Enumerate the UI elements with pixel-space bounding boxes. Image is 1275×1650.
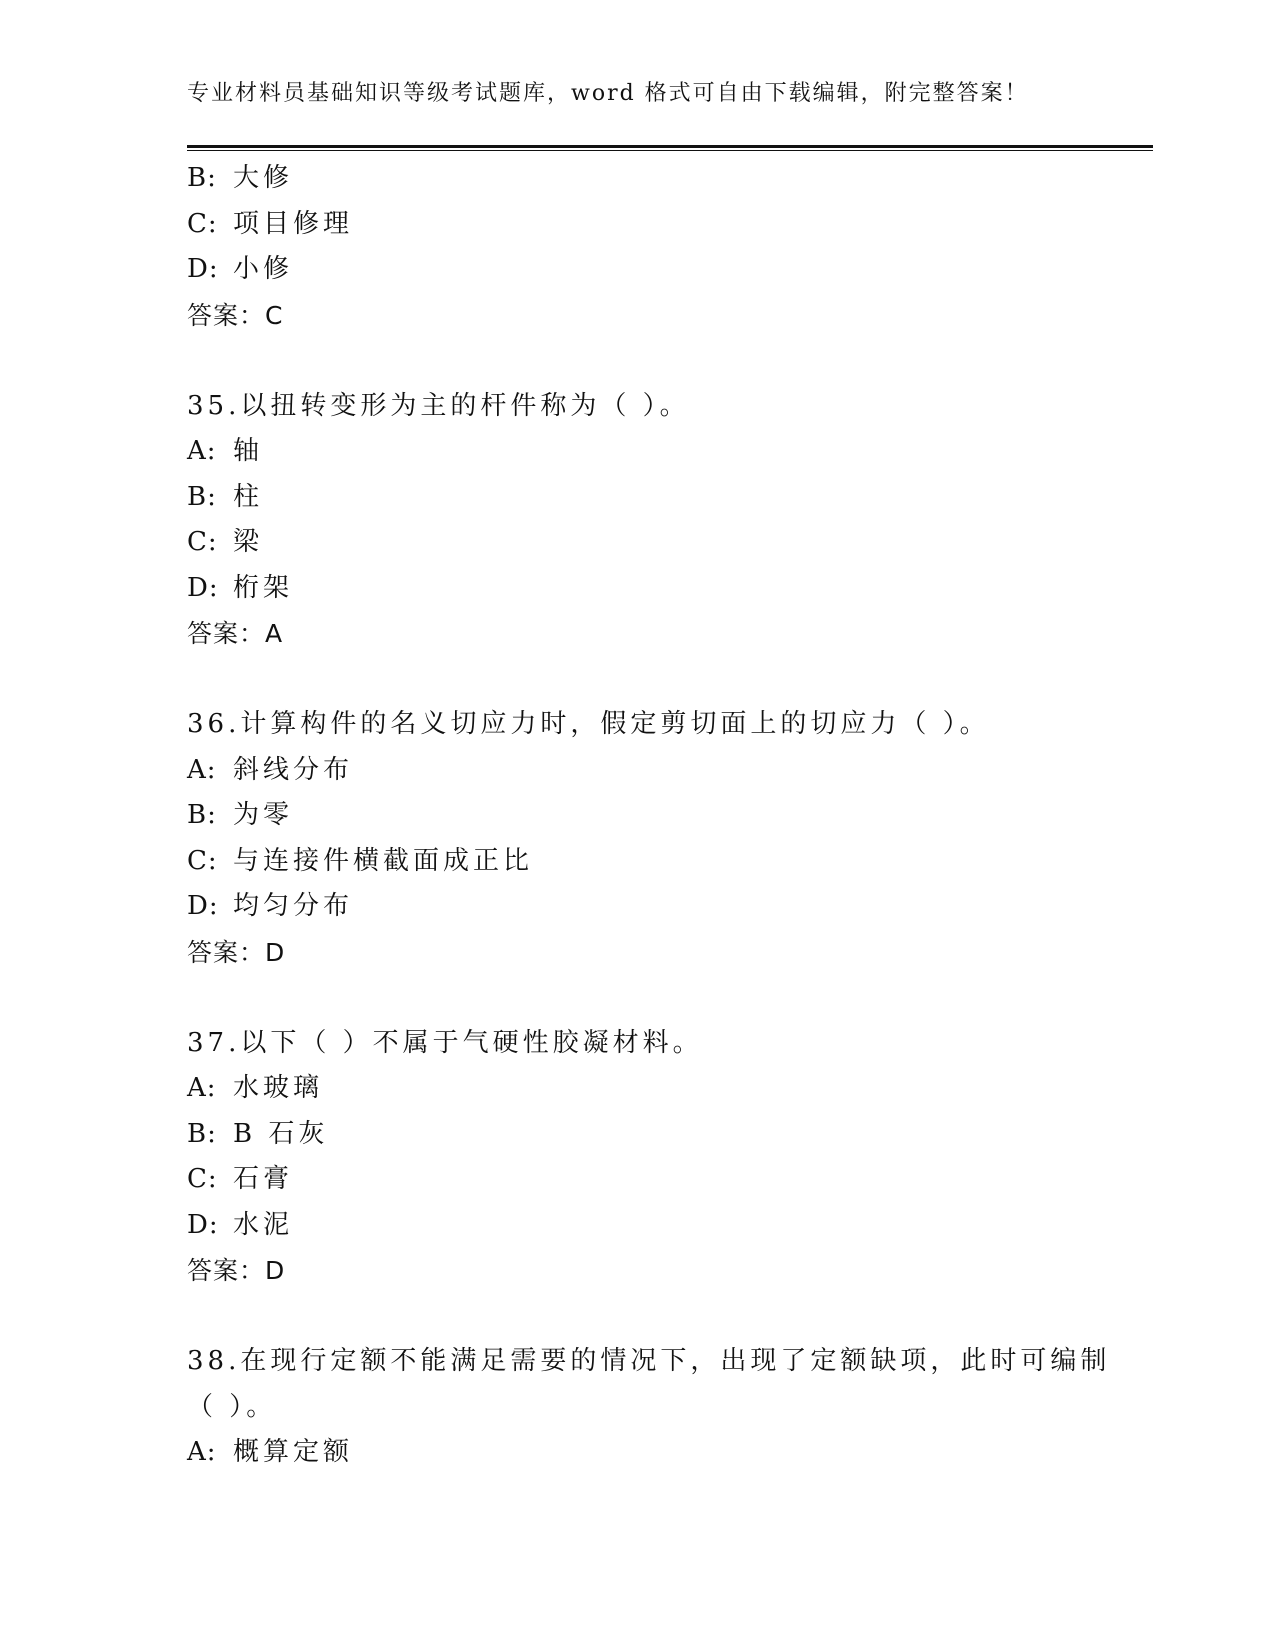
option-label: A:	[187, 1073, 217, 1103]
option-a	[187, 1430, 1153, 1476]
answer-line: 答案：D	[187, 937, 286, 967]
option-c	[187, 1157, 1153, 1203]
spacer	[187, 1294, 1153, 1340]
option-a	[187, 429, 1153, 475]
option-c	[187, 520, 1153, 566]
question-stem: 35.以扭转变形为主的杆件称为（ ）。	[187, 390, 690, 421]
option-text: 项目修理	[233, 208, 354, 239]
option-d	[187, 1203, 1153, 1249]
option-b	[187, 1112, 1153, 1158]
option-label: B:	[187, 800, 217, 830]
option-a	[187, 1066, 1153, 1112]
option-label: B:	[187, 163, 217, 193]
option-label: A:	[187, 754, 217, 785]
option-c	[187, 839, 1153, 885]
option-text: 柱	[233, 481, 264, 512]
option-label: B:	[187, 481, 217, 512]
option-c	[187, 202, 1153, 248]
option-text: 桁架	[233, 572, 294, 603]
spacer	[187, 657, 1153, 703]
question-stem: 37.以下（ ）不属于气硬性胶凝材料。	[187, 1027, 703, 1058]
option-text: 均匀分布	[233, 891, 354, 921]
option-text: 水泥	[233, 1209, 294, 1240]
option-text: 斜线分布	[233, 754, 354, 785]
option-label: C:	[187, 845, 218, 876]
question-stem-continuation: （ ）。	[187, 1391, 277, 1422]
option-label: D:	[187, 1209, 219, 1240]
question-stem: 36.计算构件的名义切应力时，假定剪切面上的切应力（ ）。	[187, 709, 990, 739]
option-label: B:	[187, 1118, 217, 1149]
option-label: A:	[187, 436, 217, 466]
answer-line: 答案：C	[187, 300, 284, 330]
answer-line: 答案：D	[187, 1256, 286, 1285]
option-text: 轴	[233, 436, 264, 466]
option-text: B 石灰	[233, 1118, 329, 1149]
option-label: A:	[187, 1437, 217, 1467]
option-label: C:	[187, 1164, 218, 1194]
option-text: 与连接件横截面成正比	[233, 845, 534, 876]
option-label: C:	[187, 527, 218, 557]
option-a	[187, 748, 1153, 794]
option-label: D:	[187, 891, 219, 921]
option-text: 概算定额	[233, 1437, 354, 1467]
option-text: 石膏	[233, 1164, 294, 1194]
option-text: 梁	[233, 527, 264, 557]
question-list	[187, 156, 1153, 1476]
option-label: D:	[187, 254, 219, 284]
spacer	[187, 338, 1153, 384]
option-b	[187, 793, 1153, 839]
option-label: C:	[187, 208, 218, 239]
header-rule-thin	[187, 150, 1153, 151]
option-d	[187, 884, 1153, 930]
answer-line: 答案：A	[187, 619, 284, 648]
option-text: 为零	[233, 800, 294, 830]
option-d	[187, 566, 1153, 612]
option-label: D:	[187, 572, 219, 603]
header-rule-thick	[187, 145, 1153, 148]
option-text: 水玻璃	[233, 1073, 324, 1103]
spacer	[187, 975, 1153, 1021]
option-text: 大修	[233, 163, 294, 193]
question-stem: 38.在现行定额不能满足需要的情况下，出现了定额缺项，此时可编制	[187, 1346, 1111, 1376]
option-d	[187, 247, 1153, 293]
option-b	[187, 156, 1153, 202]
option-b	[187, 475, 1153, 521]
page-header: 专业材料员基础知识等级考试题库，word 格式可自由下载编辑，附完整答案！	[187, 81, 1029, 106]
option-text: 小修	[233, 254, 294, 284]
